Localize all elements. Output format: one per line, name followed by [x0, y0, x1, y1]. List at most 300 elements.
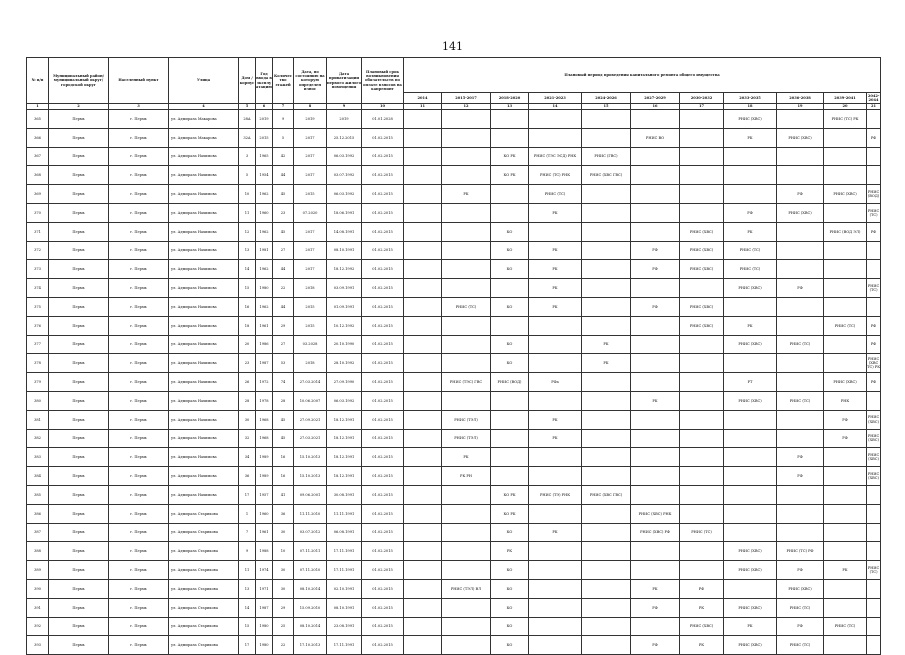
row-district: Пермь: [49, 297, 109, 316]
row-street: ул. Адмирала Нахимова: [169, 391, 239, 410]
row-street: ул. Адмирала Старикова: [169, 504, 239, 523]
header-period: 2039-2041: [824, 93, 867, 104]
table-row: [27, 260, 881, 279]
row-period-cell: [582, 504, 631, 523]
row-floors: 10: [273, 542, 294, 561]
row-street: ул. Адмирала Старикова: [169, 542, 239, 561]
row-floors: 45: [273, 185, 294, 204]
row-period-cell: [404, 391, 442, 410]
row-period-cell: РНИС (ТЭ) РНК: [529, 485, 582, 504]
row-state-date: 27.03.2014: [294, 373, 327, 392]
row-period-cell: РНИС (ХВС): [824, 185, 867, 204]
row-period-cell: [680, 542, 724, 561]
row-period-cell: [404, 598, 442, 617]
row-period-cell: [404, 260, 442, 279]
row-year-built: 1987: [256, 598, 273, 617]
row-district: Пермь: [49, 128, 109, 147]
row-period-cell: [582, 203, 631, 222]
row-period-cell: [529, 561, 582, 580]
row-period-cell: [404, 354, 442, 373]
row-district: Пермь: [49, 373, 109, 392]
column-number: 3: [109, 104, 169, 110]
row-locality: г. Пермь: [109, 391, 169, 410]
row-street: ул. Адмирала Старикова: [169, 617, 239, 636]
row-index: 379: [27, 373, 49, 392]
row-index: 372: [27, 241, 49, 260]
row-state-date: 03.07.2012: [294, 523, 327, 542]
row-period-cell: [724, 467, 777, 486]
table-row: [27, 410, 881, 429]
row-period-cell: [867, 542, 881, 561]
row-period-cell: [442, 636, 491, 655]
row-house: 18: [239, 316, 256, 335]
row-index: 393: [27, 636, 49, 655]
row-index: 365: [27, 110, 49, 129]
row-period-cell: [442, 241, 491, 260]
row-state-date: 15.10.2013: [294, 448, 327, 467]
row-house: 28: [239, 391, 256, 410]
row-street: ул. Адмирала Нахимова: [169, 203, 239, 222]
row-locality: г. Пермь: [109, 523, 169, 542]
row-house: 36: [239, 467, 256, 486]
row-index: 370: [27, 203, 49, 222]
row-period-cell: [404, 335, 442, 354]
row-privatization-date: 10.12.1992: [327, 316, 362, 335]
row-period-cell: [582, 579, 631, 598]
table-row: [27, 561, 881, 580]
row-state-date: 2018: [294, 279, 327, 298]
row-period-cell: [824, 297, 867, 316]
row-period-cell: [724, 504, 777, 523]
row-floors: 41: [273, 485, 294, 504]
row-planned-date: 01.02.2015: [362, 467, 404, 486]
row-planned-date: 01.02.2015: [362, 542, 404, 561]
row-house: 7: [239, 523, 256, 542]
row-period-cell: [442, 203, 491, 222]
row-district: Пермь: [49, 485, 109, 504]
row-state-date: 09.06.2001: [294, 485, 327, 504]
row-period-cell: [680, 467, 724, 486]
row-period-cell: РНИС (ТС) РНК: [529, 166, 582, 185]
row-period-cell: [491, 410, 529, 429]
row-period-cell: РНИС (ХВС): [680, 260, 724, 279]
row-planned-date: 01.02.2015: [362, 241, 404, 260]
table-row: [27, 166, 881, 185]
table-row: [27, 598, 881, 617]
row-period-cell: РФ: [824, 429, 867, 448]
row-index: 376: [27, 316, 49, 335]
row-period-cell: РФ: [867, 335, 881, 354]
row-period-cell: РК: [529, 203, 582, 222]
row-period-cell: [491, 391, 529, 410]
row-floors: 22: [273, 279, 294, 298]
row-planned-date: 01.02.2015: [362, 391, 404, 410]
row-planned-date: 01.02.2015: [362, 485, 404, 504]
page-number: 141: [442, 40, 463, 53]
row-district: Пермь: [49, 617, 109, 636]
row-period-cell: РНИС ВО: [631, 128, 680, 147]
row-period-cell: РНИС (ТС) РФ: [777, 542, 824, 561]
row-year-built: 1961: [256, 523, 273, 542]
row-period-cell: [680, 448, 724, 467]
row-planned-date: 01.02.2015: [362, 523, 404, 542]
row-index: 378: [27, 354, 49, 373]
row-street: ул. Адмирала Нахимова: [169, 354, 239, 373]
row-period-cell: [529, 110, 582, 129]
table-header: [27, 58, 881, 110]
row-period-cell: [631, 467, 680, 486]
row-period-cell: [582, 542, 631, 561]
row-period-cell: [404, 485, 442, 504]
row-period-cell: [582, 391, 631, 410]
row-district: Пермь: [49, 410, 109, 429]
table-row: [27, 128, 881, 147]
row-year-built: 1965: [256, 147, 273, 166]
row-state-date: 2017: [294, 166, 327, 185]
row-privatization-date: 17.11.1991: [327, 636, 362, 655]
row-period-cell: РНИС (ТЭЛ): [442, 429, 491, 448]
row-house: 17: [239, 636, 256, 655]
row-floors: 25: [273, 617, 294, 636]
row-locality: г. Пермь: [109, 467, 169, 486]
table-row: [27, 147, 881, 166]
row-period-cell: РФ: [631, 260, 680, 279]
row-house: 28А: [239, 110, 256, 129]
row-house: 32А: [239, 128, 256, 147]
row-period-cell: РНИС (ТС) РК: [824, 110, 867, 129]
row-period-cell: РНИС (ХВС ГВС): [582, 485, 631, 504]
row-period-cell: [404, 222, 442, 241]
row-period-cell: РНИС (ТС): [680, 523, 724, 542]
row-period-cell: РНИС (ТС): [867, 561, 881, 580]
row-period-cell: КО: [491, 260, 529, 279]
column-number: 12: [442, 104, 491, 110]
row-state-date: 11.11.2010: [294, 504, 327, 523]
row-year-built: 1987: [256, 354, 273, 373]
row-privatization-date: 18.12.1991: [327, 448, 362, 467]
header-state-date: Дата, по состоянию на которую определен износ: [294, 58, 327, 104]
row-locality: г. Пермь: [109, 561, 169, 580]
row-locality: г. Пермь: [109, 279, 169, 298]
row-privatization-date: 06.08.1991: [327, 523, 362, 542]
row-street: ул. Адмирала Нахимова: [169, 410, 239, 429]
row-period-cell: [491, 110, 529, 129]
table-row: [27, 241, 881, 260]
row-period-cell: РНИС (ХВС): [777, 203, 824, 222]
row-index: 369: [27, 185, 49, 204]
row-house: 30: [239, 410, 256, 429]
row-period-cell: [582, 260, 631, 279]
row-period-cell: РНИС (ТС): [777, 335, 824, 354]
row-period-cell: КО: [491, 598, 529, 617]
row-floors: 44: [273, 297, 294, 316]
row-locality: г. Пермь: [109, 297, 169, 316]
row-period-cell: [442, 147, 491, 166]
row-floors: 27: [273, 335, 294, 354]
row-period-cell: [824, 448, 867, 467]
column-number: 13: [491, 104, 529, 110]
row-district: Пермь: [49, 561, 109, 580]
row-privatization-date: 06.03.1992: [327, 391, 362, 410]
row-period-cell: [824, 523, 867, 542]
row-index: 382: [27, 429, 49, 448]
row-period-cell: [631, 185, 680, 204]
row-period-cell: [404, 373, 442, 392]
row-state-date: 27.03.2021: [294, 429, 327, 448]
row-district: Пермь: [49, 110, 109, 129]
row-privatization-date: 11.11.1991: [327, 504, 362, 523]
row-period-cell: РК: [529, 429, 582, 448]
row-period-cell: [404, 467, 442, 486]
row-floors: 45: [273, 222, 294, 241]
row-year-built: 1962: [256, 185, 273, 204]
row-street: ул. Адмирала Старикова: [169, 598, 239, 617]
column-number: 17: [680, 104, 724, 110]
row-planned-date: 01.02.2015: [362, 429, 404, 448]
row-period-cell: [824, 354, 867, 373]
row-floors: 30: [273, 579, 294, 598]
row-house: 11: [239, 561, 256, 580]
row-index: 374: [27, 279, 49, 298]
row-period-cell: [491, 185, 529, 204]
row-period-cell: [529, 316, 582, 335]
row-period-cell: [680, 410, 724, 429]
row-period-cell: [404, 561, 442, 580]
row-period-cell: [582, 128, 631, 147]
row-district: Пермь: [49, 448, 109, 467]
row-privatization-date: 03.07.1992: [327, 166, 362, 185]
row-year-built: 1961: [256, 316, 273, 335]
row-period-cell: РНИС (ХВС ГВС): [582, 166, 631, 185]
row-year-built: 1974: [256, 561, 273, 580]
row-index: 391: [27, 598, 49, 617]
table-row: [27, 579, 881, 598]
row-house: 13: [239, 579, 256, 598]
row-period-cell: [724, 297, 777, 316]
row-privatization-date: 23.08.1991: [327, 617, 362, 636]
row-house: 9: [239, 542, 256, 561]
row-district: Пермь: [49, 429, 109, 448]
row-period-cell: [491, 128, 529, 147]
capital-repair-table: [26, 57, 881, 655]
row-index: 390: [27, 579, 49, 598]
header-period: 2027-2029: [631, 93, 680, 104]
row-period-cell: [824, 335, 867, 354]
column-number: 16: [631, 104, 680, 110]
row-period-cell: [631, 617, 680, 636]
row-index: 367: [27, 147, 49, 166]
column-number: 7: [273, 104, 294, 110]
row-period-cell: [631, 354, 680, 373]
row-period-cell: РНИС (ТС): [724, 260, 777, 279]
row-floors: 27: [273, 241, 294, 260]
row-district: Пермь: [49, 147, 109, 166]
row-house: 11: [239, 203, 256, 222]
row-privatization-date: 18.12.1991: [327, 429, 362, 448]
header-period: 2036-2038: [777, 93, 824, 104]
row-period-cell: РФ: [824, 410, 867, 429]
row-year-built: 1962: [256, 222, 273, 241]
table-row: [27, 185, 881, 204]
row-locality: г. Пермь: [109, 542, 169, 561]
column-number: 14: [529, 104, 582, 110]
row-period-cell: [442, 222, 491, 241]
row-period-cell: [680, 147, 724, 166]
row-street: ул. Адмирала Нахимова: [169, 185, 239, 204]
row-period-cell: КО РК: [491, 504, 529, 523]
row-period-cell: [724, 185, 777, 204]
row-house: 32: [239, 429, 256, 448]
header-period: 2024-2026: [582, 93, 631, 104]
row-index: 386: [27, 504, 49, 523]
table-row: [27, 636, 881, 655]
row-period-cell: РНИС (ГВС): [582, 147, 631, 166]
row-period-cell: [724, 579, 777, 598]
table-row: [27, 354, 881, 373]
row-state-date: 07.11.2010: [294, 561, 327, 580]
header-period-group: Плановый период проведения капитального ремонта общего имущества: [404, 58, 881, 93]
row-period-cell: [631, 222, 680, 241]
row-period-cell: [582, 279, 631, 298]
row-period-cell: [404, 579, 442, 598]
row-period-cell: РК: [491, 542, 529, 561]
row-period-cell: [824, 147, 867, 166]
row-period-cell: [442, 335, 491, 354]
row-district: Пермь: [49, 166, 109, 185]
table-row: [27, 297, 881, 316]
row-period-cell: [680, 203, 724, 222]
row-planned-date: 01.02.2015: [362, 410, 404, 429]
row-floors: 28: [273, 391, 294, 410]
row-locality: г. Пермь: [109, 241, 169, 260]
row-floors: 44: [273, 260, 294, 279]
row-index: 371: [27, 222, 49, 241]
row-year-built: 1960: [256, 203, 273, 222]
row-privatization-date: 20.10.1990: [327, 335, 362, 354]
row-period-cell: РНИС (ТЭЛ) ВЛ: [442, 579, 491, 598]
row-house: 34: [239, 448, 256, 467]
row-period-cell: РК: [680, 636, 724, 655]
row-period-cell: [491, 279, 529, 298]
row-period-cell: [404, 241, 442, 260]
row-period-cell: РФ: [680, 579, 724, 598]
row-period-cell: РК: [724, 128, 777, 147]
row-privatization-date: 08.10.1991: [327, 598, 362, 617]
row-period-cell: [680, 561, 724, 580]
row-planned-date: 01.02.2015: [362, 260, 404, 279]
row-index: 385: [27, 485, 49, 504]
row-period-cell: [631, 373, 680, 392]
row-period-cell: [724, 166, 777, 185]
row-planned-date: 01.02.2015: [362, 579, 404, 598]
column-number: 20: [824, 104, 867, 110]
column-number: 19: [777, 104, 824, 110]
row-locality: г. Пермь: [109, 147, 169, 166]
row-locality: г. Пермь: [109, 354, 169, 373]
row-state-date: 07.11.2011: [294, 542, 327, 561]
row-floors: 30: [273, 561, 294, 580]
row-period-cell: [529, 598, 582, 617]
row-period-cell: КО РК: [491, 485, 529, 504]
row-period-cell: РНИС (ХВС): [867, 448, 881, 467]
row-privatization-date: 18.12.1991: [327, 467, 362, 486]
row-period-cell: [680, 335, 724, 354]
row-street: ул. Адмирала Нахимова: [169, 260, 239, 279]
row-district: Пермь: [49, 222, 109, 241]
row-house: 17: [239, 485, 256, 504]
row-year-built: 1962: [256, 297, 273, 316]
table-body: [27, 110, 881, 655]
row-period-cell: [631, 429, 680, 448]
row-period-cell: [824, 579, 867, 598]
header-period: 2015-2017: [442, 93, 491, 104]
row-locality: г. Пермь: [109, 335, 169, 354]
column-number: 4: [169, 104, 239, 110]
row-period-cell: [404, 429, 442, 448]
row-locality: г. Пермь: [109, 166, 169, 185]
row-period-cell: РНИС (ХВС): [867, 429, 881, 448]
row-period-cell: [582, 110, 631, 129]
row-period-cell: РК РН: [442, 467, 491, 486]
header-house: Дом / корпус: [239, 58, 256, 104]
table-row: [27, 279, 881, 298]
row-period-cell: [631, 316, 680, 335]
row-locality: г. Пермь: [109, 373, 169, 392]
row-state-date: 27.09.2021: [294, 410, 327, 429]
row-period-cell: [404, 279, 442, 298]
row-privatization-date: 18.06.1991: [327, 203, 362, 222]
row-period-cell: [680, 391, 724, 410]
row-year-built: 1986: [256, 335, 273, 354]
row-locality: г. Пермь: [109, 485, 169, 504]
row-index: 387: [27, 523, 49, 542]
row-year-built: 1968: [256, 429, 273, 448]
row-period-cell: [582, 316, 631, 335]
row-period-cell: [824, 598, 867, 617]
row-floors: 53: [273, 354, 294, 373]
row-planned-date: 01.02.2015: [362, 448, 404, 467]
row-period-cell: [867, 297, 881, 316]
row-period-cell: [867, 598, 881, 617]
row-locality: г. Пермь: [109, 222, 169, 241]
row-period-cell: РНИС (ХВС): [724, 391, 777, 410]
header-period: 2033-2035: [724, 93, 777, 104]
row-state-date: 2017: [294, 147, 327, 166]
row-planned-date: 01.02.2015: [362, 617, 404, 636]
row-house: 13: [239, 241, 256, 260]
row-state-date: 17.10.2013: [294, 636, 327, 655]
header-district: Муниципальный район/ муниципальный округ/городской округ: [49, 58, 109, 104]
row-house: 5: [239, 166, 256, 185]
row-period-cell: РНИС (ТС): [867, 279, 881, 298]
row-period-cell: [529, 335, 582, 354]
row-period-cell: [442, 279, 491, 298]
row-locality: г. Пермь: [109, 636, 169, 655]
row-locality: г. Пермь: [109, 448, 169, 467]
row-period-cell: [824, 636, 867, 655]
row-locality: г. Пермь: [109, 128, 169, 147]
table-row: [27, 523, 881, 542]
header-period: 2021-2023: [529, 93, 582, 104]
row-house: 10: [239, 185, 256, 204]
row-period-cell: [404, 523, 442, 542]
row-period-cell: РНИС (ТС): [824, 316, 867, 335]
header-period: 2030-2032: [680, 93, 724, 104]
row-street: ул. Адмирала Нахимова: [169, 147, 239, 166]
row-period-cell: [404, 203, 442, 222]
row-year-built: 1988: [256, 542, 273, 561]
table-row: [27, 617, 881, 636]
